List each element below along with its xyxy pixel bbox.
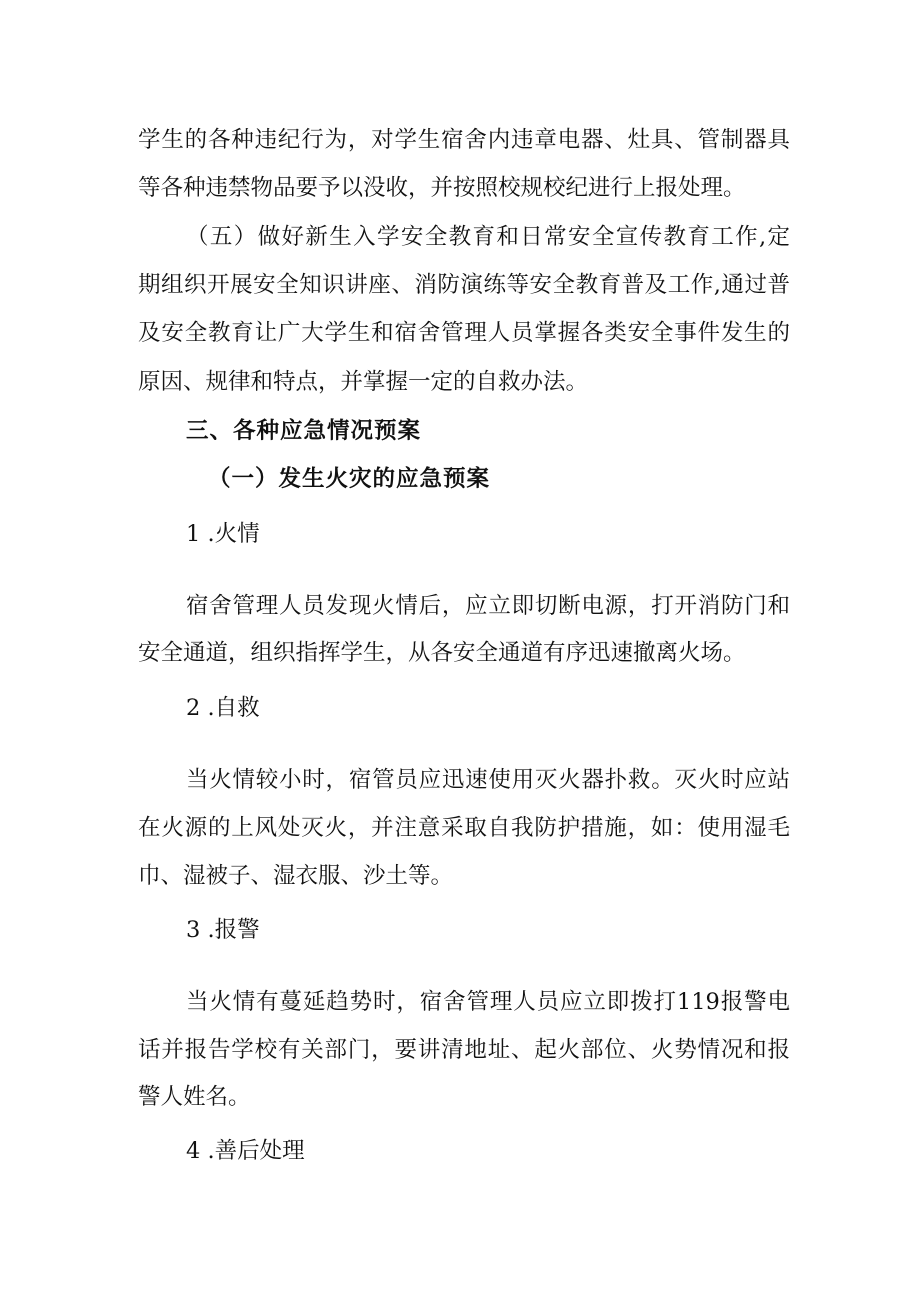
paragraph-line: 话并报告学校有关部门，要讲清地址、起火部位、火势情况和报 bbox=[138, 1037, 790, 1063]
paragraph-line: 期组织开展安全知识讲座、消防演练等安全教育普及工作,通过普 bbox=[138, 272, 790, 298]
item-title: 2 .自救 bbox=[186, 695, 260, 721]
paragraph-line: （五）做好新生入学安全教育和日常安全宣传教育工作,定 bbox=[186, 224, 790, 250]
subsection-heading: （一）发生火灾的应急预案 bbox=[208, 466, 491, 492]
paragraph-line: 巾、湿被子、湿衣服、沙土等。 bbox=[138, 863, 454, 889]
item-title: 4 .善后处理 bbox=[186, 1138, 305, 1164]
section-heading: 三、各种应急情况预案 bbox=[186, 418, 422, 444]
paragraph-line: 当火情有蔓延趋势时，宿舍管理人员应立即拨打119报警电 bbox=[186, 989, 790, 1015]
paragraph-line: 安全通道，组织指挥学生，从各安全通道有序迅速撤离火场。 bbox=[138, 640, 746, 666]
paragraph-line: 原因、规律和特点，并掌握一定的自救办法。 bbox=[138, 369, 589, 395]
paragraph-line: 当火情较小时，宿管员应迅速使用灭火器扑救。灭火时应站 bbox=[186, 767, 790, 793]
paragraph-line: 警人姓名。 bbox=[138, 1084, 251, 1110]
paragraph-line: 宿舍管理人员发现火情后，应立即切断电源，打开消防门和 bbox=[186, 593, 790, 619]
item-title: 1 .火情 bbox=[186, 521, 260, 547]
paragraph-line: 及安全教育让广大学生和宿舍管理人员掌握各类安全事件发生的 bbox=[138, 320, 790, 346]
paragraph-line: 等各种违禁物品要予以没收，并按照校规校纪进行上报处理。 bbox=[138, 175, 746, 201]
paragraph-line: 在火源的上风处灭火，并注意采取自我防护措施，如：使用湿毛 bbox=[138, 815, 790, 841]
paragraph-line: 学生的各种违纪行为，对学生宿舍内违章电器、灶具、管制器具 bbox=[138, 127, 790, 153]
item-title: 3 .报警 bbox=[186, 917, 260, 943]
